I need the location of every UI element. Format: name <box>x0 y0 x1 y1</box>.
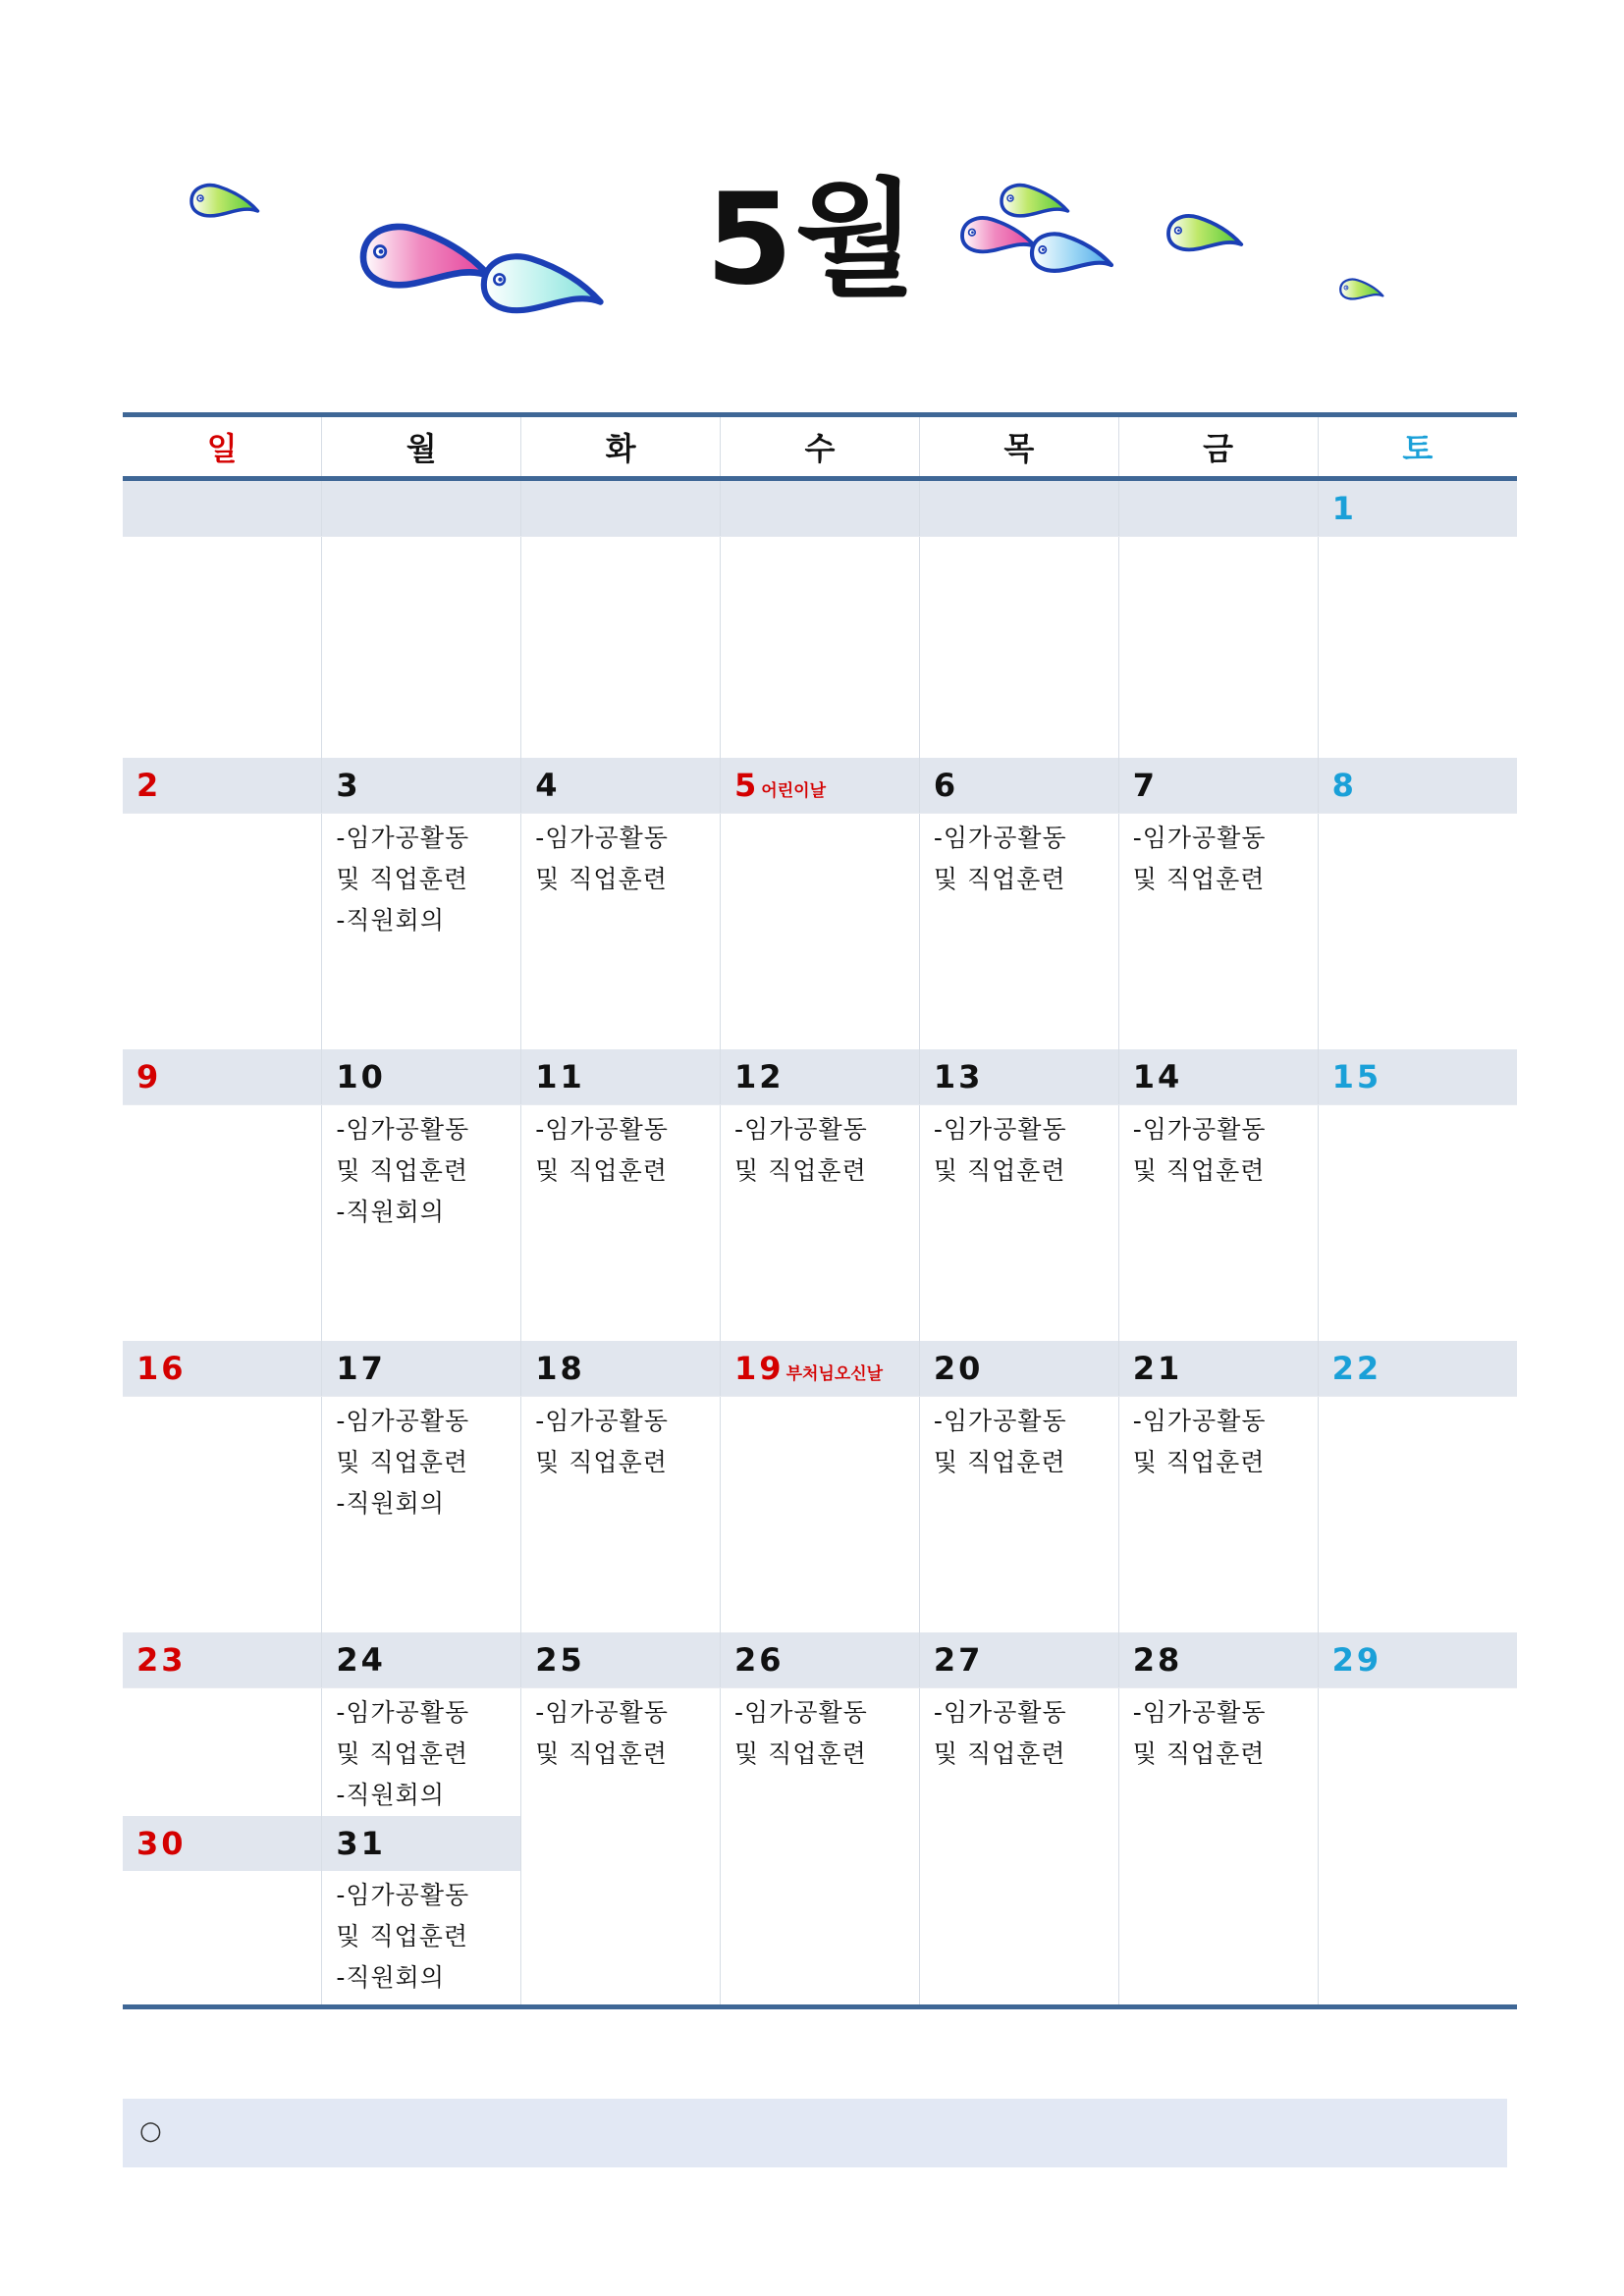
event-cell <box>919 537 1118 759</box>
weekday-tue: 화 <box>521 415 721 479</box>
date-cell: 18 <box>521 1341 721 1397</box>
week-5-dates <box>123 1632 1517 1688</box>
date-cell: 6 <box>919 758 1118 814</box>
date-cell: 17 <box>322 1341 521 1397</box>
event-cell <box>123 1105 322 1342</box>
event-text: -임가공활동 및 직업훈련 <box>734 1115 868 1185</box>
week-4-dates <box>123 1341 1517 1397</box>
circle-bullet-icon: ○ <box>139 2116 162 2146</box>
date-cell: 20 <box>919 1341 1118 1397</box>
event-cell <box>919 814 1118 1050</box>
event-cell <box>721 1105 920 1342</box>
date-cell: 11 <box>521 1049 721 1105</box>
event-text: -임가공활동 및 직업훈련 <box>535 1115 669 1185</box>
date-cell: 1 <box>1318 479 1517 537</box>
weekday-mon: 월 <box>322 415 521 479</box>
event-cell <box>1318 537 1517 759</box>
event-text <box>123 1105 321 1109</box>
event-cell <box>123 1397 322 1633</box>
event-cell <box>919 1397 1118 1633</box>
event-cell <box>1318 1688 1517 2007</box>
event-cell <box>1118 1105 1318 1342</box>
date-number: 5 <box>734 767 760 804</box>
event-cell <box>1318 814 1517 1050</box>
event-text: -임가공활동 및 직업훈련 -직원회의 <box>336 1881 470 1992</box>
event-cell <box>1318 1105 1517 1342</box>
weekday-header-row <box>123 415 1517 479</box>
event-text <box>123 1871 321 1875</box>
week-3-events <box>123 1105 1517 1342</box>
date-cell: 25 <box>521 1632 721 1688</box>
event-cell <box>919 1688 1118 2007</box>
event-text <box>721 1397 919 1401</box>
date-cell: 10 <box>322 1049 521 1105</box>
event-text: -임가공활동 및 직업훈련 <box>933 1407 1067 1476</box>
weekday-sun: 일 <box>123 415 322 479</box>
date-cell <box>123 479 322 537</box>
event-text <box>1319 1397 1517 1401</box>
date-cell: 22 <box>1318 1341 1517 1397</box>
week-3-dates <box>123 1049 1517 1105</box>
event-cell <box>322 537 521 759</box>
date-cell <box>521 479 721 537</box>
event-cell <box>521 814 721 1050</box>
date-cell-holiday <box>721 1341 920 1397</box>
event-cell <box>123 537 322 759</box>
event-text: -임가공활동 및 직업훈련 <box>734 1698 868 1768</box>
week-1-dates <box>123 479 1517 537</box>
weekday-fri: 금 <box>1118 415 1318 479</box>
event-text: -임가공활동 및 직업훈련 <box>1132 1407 1267 1476</box>
event-cell-split <box>322 1688 521 2007</box>
date-cell-overflow <box>322 1816 520 1871</box>
date-cell: 2 <box>123 758 322 814</box>
event-text: -임가공활동 및 직업훈련 <box>535 1407 669 1476</box>
date-cell-holiday <box>721 758 920 814</box>
event-text <box>123 1688 321 1692</box>
date-cell: 13 <box>919 1049 1118 1105</box>
note-box <box>123 2099 1507 2167</box>
week-5-events <box>123 1688 1517 2007</box>
week-2-events <box>123 814 1517 1050</box>
event-text <box>1319 814 1517 818</box>
event-text: -임가공활동 및 직업훈련 <box>1132 824 1267 893</box>
date-number: 31 <box>336 1825 386 1862</box>
date-cell: 15 <box>1318 1049 1517 1105</box>
event-cell-split <box>123 1688 322 2007</box>
event-cell <box>322 1397 521 1633</box>
date-cell <box>919 479 1118 537</box>
date-cell-overflow <box>123 1816 321 1871</box>
event-text: -임가공활동 및 직업훈련 <box>1132 1698 1267 1768</box>
event-cell <box>521 537 721 759</box>
event-text: -임가공활동 및 직업훈련 <box>535 1698 669 1768</box>
event-cell <box>721 814 920 1050</box>
event-cell <box>721 1397 920 1633</box>
date-number: 19 <box>734 1350 785 1387</box>
date-cell: 4 <box>521 758 721 814</box>
calendar-table <box>123 412 1517 2009</box>
event-cell <box>521 1397 721 1633</box>
date-cell: 27 <box>919 1632 1118 1688</box>
weekday-wed: 수 <box>721 415 920 479</box>
event-text: -임가공활동 및 직업훈련 <box>933 1698 1067 1768</box>
date-cell: 9 <box>123 1049 322 1105</box>
date-cell: 26 <box>721 1632 920 1688</box>
event-text <box>1319 1105 1517 1109</box>
event-text: -임가공활동 및 직업훈련 <box>1132 1115 1267 1185</box>
date-cell <box>1118 479 1318 537</box>
date-cell: 28 <box>1118 1632 1318 1688</box>
weekday-thu: 목 <box>919 415 1118 479</box>
event-text: -임가공활동 및 직업훈련 <box>933 1115 1067 1185</box>
date-cell: 7 <box>1118 758 1318 814</box>
date-cell: 16 <box>123 1341 322 1397</box>
event-text <box>123 814 321 818</box>
date-number: 30 <box>136 1825 187 1862</box>
week-1-events <box>123 537 1517 759</box>
date-cell: 21 <box>1118 1341 1318 1397</box>
event-text: -임가공활동 및 직업훈련 -직원회의 <box>336 1407 470 1518</box>
date-cell: 14 <box>1118 1049 1318 1105</box>
date-cell: 29 <box>1318 1632 1517 1688</box>
week-2-dates <box>123 758 1517 814</box>
event-cell <box>1118 1397 1318 1633</box>
event-cell <box>1118 537 1318 759</box>
event-cell <box>322 814 521 1050</box>
event-text: -임가공활동 및 직업훈련 -직원회의 <box>336 824 470 934</box>
holiday-label: 부처님오신날 <box>785 1364 884 1384</box>
date-cell <box>721 479 920 537</box>
date-cell: 8 <box>1318 758 1517 814</box>
event-cell <box>1118 814 1318 1050</box>
event-cell <box>1318 1397 1517 1633</box>
event-text <box>1319 1688 1517 1692</box>
event-cell <box>521 1105 721 1342</box>
event-text: -임가공활동 및 직업훈련 -직원회의 <box>336 1115 470 1226</box>
page-title: 5월 <box>705 167 919 313</box>
date-cell: 24 <box>322 1632 521 1688</box>
weekday-sat: 토 <box>1318 415 1517 479</box>
event-cell <box>123 814 322 1050</box>
event-text <box>721 814 919 818</box>
event-text: -임가공활동 및 직업훈련 <box>535 824 669 893</box>
event-cell <box>1118 1688 1318 2007</box>
date-cell <box>322 479 521 537</box>
event-cell <box>919 1105 1118 1342</box>
date-cell: 3 <box>322 758 521 814</box>
holiday-label: 어린이날 <box>761 781 826 801</box>
event-cell <box>521 1688 721 2007</box>
event-text: -임가공활동 및 직업훈련 -직원회의 <box>336 1698 470 1809</box>
date-cell: 23 <box>123 1632 322 1688</box>
date-cell: 12 <box>721 1049 920 1105</box>
event-cell <box>721 537 920 759</box>
week-4-events <box>123 1397 1517 1633</box>
event-text <box>123 1397 321 1401</box>
event-cell <box>721 1688 920 2007</box>
event-cell <box>322 1105 521 1342</box>
event-text: -임가공활동 및 직업훈련 <box>933 824 1067 893</box>
